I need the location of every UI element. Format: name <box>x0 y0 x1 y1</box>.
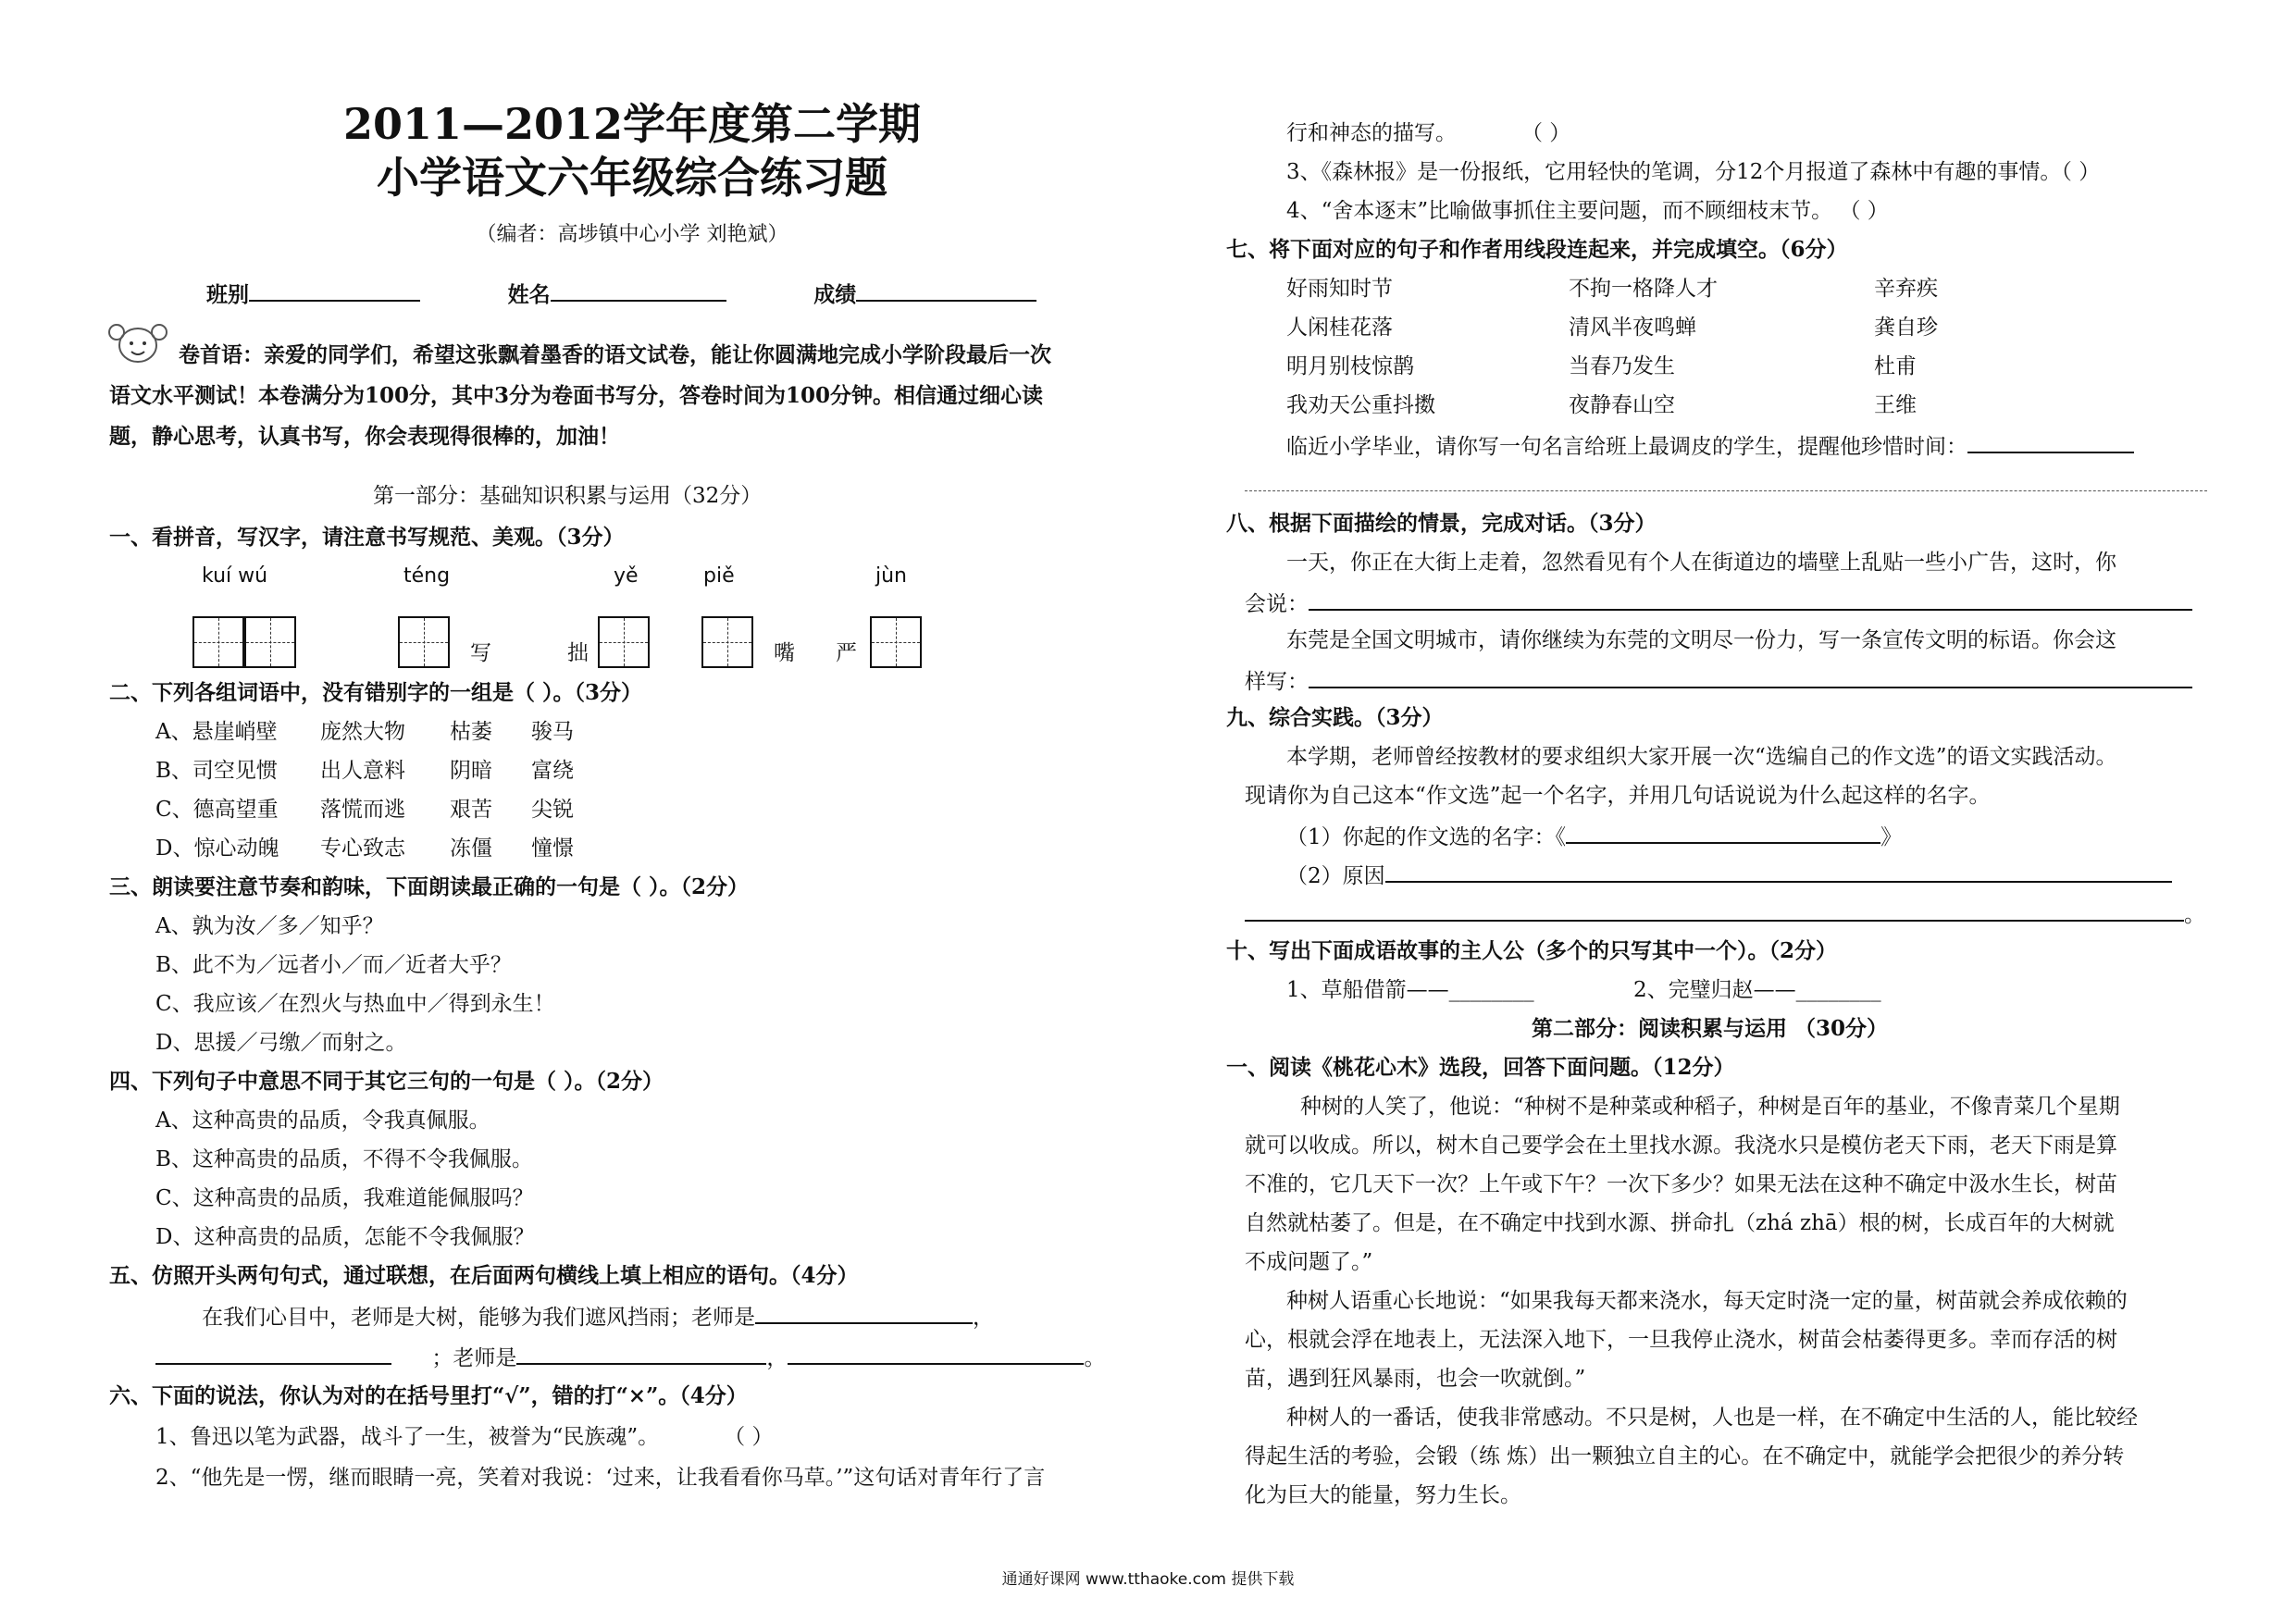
q8-line2: 会说： <box>1245 587 2192 619</box>
q6-item3: 3、《森林报》是一份报纸，它用轻快的笔调，分12个月报道了森林中有趣的事情。（ ） <box>1286 160 2101 184</box>
q2-option-b: B、司空见惯 出人意料 阴暗 富绕 <box>155 759 574 783</box>
q6-bracket-2[interactable]: （ ） <box>1521 121 1571 145</box>
score-field[interactable] <box>856 278 1036 302</box>
char-hint-2: 拙 <box>567 641 589 665</box>
q9-item2: （2）原因 <box>1286 859 2172 891</box>
q3-option-a: A、孰为汝／多／知乎？ <box>155 914 384 938</box>
r1-para3-line1: 种树人的一番话，使我非常感动。不只是树，人也是一样，在不确定中生活的人，能比较经 <box>1286 1406 2138 1430</box>
char-box-3[interactable] <box>398 616 450 668</box>
cartoon-girl-icon <box>105 319 169 367</box>
r1-para2-line1: 种树人语重心长地说：“如果我每天都来浇水，每天定时浇一定的量，树苗就会养成依赖的 <box>1286 1289 2128 1313</box>
q9-item1: （1）你起的作文选的名字：《 》 <box>1286 820 1902 852</box>
char-hint-1: 写 <box>470 641 491 665</box>
q8-blank-2[interactable] <box>1309 664 2192 688</box>
char-hint-3: 嘴 <box>774 641 795 665</box>
r1-para1-line4: 自然就枯萎了。但是，在不确定中找到水源、拼命扎（zhá zhā）根的树，长成百年的大树就 <box>1245 1211 2115 1235</box>
q2-option-a: A、悬崖峭壁 庞然大物 枯萎 骏马 <box>155 720 574 744</box>
q8-line4: 样写： <box>1245 664 2192 697</box>
q5-blank-2[interactable] <box>155 1341 391 1365</box>
q9-title-blank[interactable] <box>1566 820 1880 844</box>
r1-para2-line3: 苗，遇到狂风暴雨，也会一吹就倒。” <box>1245 1367 1586 1391</box>
q5-blank-3[interactable] <box>516 1341 766 1365</box>
q5-blank-4[interactable] <box>788 1341 1084 1365</box>
q8-title: 八、根据下面描绘的情景，完成对话。（3分） <box>1226 511 1657 536</box>
q6-item2-cont: 行和神态的描写。 （ ） <box>1286 121 1571 145</box>
r1-para1-line1: 种树的人笑了，他说：“种树不是种菜或种稻子，种树是百年的基业，不像青菜几个星期 <box>1300 1095 2120 1119</box>
q1-title: 一、看拼音，写汉字，请注意书写规范、美观。（3分） <box>109 525 625 550</box>
q3-option-c: C、我应该／在烈火与热血中／得到永生！ <box>155 992 555 1016</box>
part1-title: 第一部分：基础知识积累与运用（32分） <box>373 484 763 508</box>
student-info-row <box>206 278 1036 310</box>
r1-para3-line2: 得起生活的考验，会锻（练 炼）出一颗独立自主的心。在不确定中，就能学会把很少的养分转 <box>1245 1444 2125 1468</box>
char-hint-4: 严 <box>836 641 857 665</box>
exam-author: （编者：高埗镇中心小学 刘艳斌） <box>476 223 788 246</box>
pinyin-4: piě <box>703 564 735 588</box>
q5-line2: ；老师是 ， 。 <box>155 1341 1105 1373</box>
q9-title: 九、综合实践。（3分） <box>1226 705 1444 730</box>
q7-row-4: 我劝天公重抖擞 夜静春山空 王维 <box>1286 393 1917 417</box>
q10-item1[interactable]: 1、草船借箭——________ <box>1286 978 1534 1002</box>
intro-line2: 语文水平测试！本卷满分为100分，其中3分为卷面书写分，答卷时间为100分钟。相信通过细心读 <box>109 383 1044 408</box>
q4-title: 四、下列句子中意思不同于其它三句的一句是（ ）。（2分） <box>109 1069 664 1094</box>
r1-para3-line3: 化为巨大的能量，努力生长。 <box>1245 1483 1521 1507</box>
r1-para1-line5: 不成问题了。” <box>1245 1250 1373 1274</box>
footer-credit: 通通好课网 www.tthaoke.com 提供下载 <box>1001 1570 1295 1589</box>
class-label: 班别 <box>206 282 249 307</box>
q8-line3: 东莞是全国文明城市，请你继续为东莞的文明尽一份力，写一条宣传文明的标语。你会这 <box>1286 628 2116 652</box>
q10-item2[interactable]: 2、完璧归赵——________ <box>1633 978 1881 1002</box>
q9-reason-blank-1[interactable] <box>1385 859 2172 883</box>
score-label: 成绩 <box>813 282 857 307</box>
q3-title: 三、朗读要注意节奏和韵味，下面朗读最正确的一句是（ ）。（2分） <box>109 874 750 899</box>
q2-option-c: C、德高望重 落慌而逃 艰苦 尖锐 <box>155 798 574 822</box>
q9-reason-blank-2[interactable] <box>1245 898 2184 922</box>
q3-option-d: D、思援／弓缴／而射之。 <box>155 1031 407 1055</box>
q4-option-b: B、这种高贵的品质，不得不令我佩服。 <box>155 1147 533 1171</box>
char-box-1[interactable] <box>192 616 244 668</box>
q4-option-a: A、这种高贵的品质，令我真佩服。 <box>155 1109 490 1133</box>
r1-title: 一、阅读《桃花心木》选段，回答下面问题。（12分） <box>1226 1055 1735 1080</box>
q2-title: 二、下列各组词语中，没有错别字的一组是（ ）。（3分） <box>109 680 643 705</box>
q7-blank[interactable] <box>1967 429 2134 453</box>
q7-row-1: 好雨知时节 不拘一格降人才 辛弃疾 <box>1286 277 1938 301</box>
q8-blank-1[interactable] <box>1309 587 2192 611</box>
r1-para2-line2: 心，根就会浮在地表上，无法深入地下，一旦我停止浇水，树苗会枯萎得更多。幸而存活的树 <box>1245 1328 2117 1352</box>
char-box-6[interactable] <box>870 616 922 668</box>
part2-title: 第二部分：阅读积累与运用 （30分） <box>1532 1016 1889 1041</box>
q7-fill: 临近小学毕业，请你写一句名言给班上最调皮的学生，提醒他珍惜时间： <box>1286 429 2134 462</box>
q2-option-d: D、惊心动魄 专心致志 冻僵 憧憬 <box>155 836 574 861</box>
q9-reason-line2: 。 <box>1245 898 2205 930</box>
exam-title-line1: 2011—2012学年度第二学期 <box>342 99 922 149</box>
q7-row-2: 人闲桂花落 清风半夜鸣蝉 龚自珍 <box>1286 316 1938 340</box>
q9-line2: 现请你为自己这本“作文选”起一个名字，并用几句话说说为什么起这样的名字。 <box>1245 784 1991 808</box>
class-field[interactable] <box>249 278 420 302</box>
q6-item4: 4、“舍本逐末”比喻做事抓住主要问题，而不顾细枝末节。 （ ） <box>1286 199 1889 223</box>
q6-title: 六、下面的说法，你认为对的在括号里打“√”，错的打“×”。（4分） <box>109 1383 748 1408</box>
q8-line1: 一天，你正在大街上走着，忽然看见有个人在街道边的墙壁上乱贴一些小广告，这时，你 <box>1286 551 2116 575</box>
intro-line3: 题，静心思考，认真书写，你会表现得很棒的，加油！ <box>109 424 620 449</box>
q6-item2: 2、“他先是一愣，继而眼睛一亮，笑着对我说：‘过来，让我看看你马草。’”这句话对青年行了言 <box>155 1466 1046 1490</box>
q10-title: 十、写出下面成语故事的主人公（多个的只写其中一个）。（2分） <box>1226 938 1838 963</box>
char-box-4[interactable] <box>598 616 650 668</box>
q9-line1: 本学期，老师曾经按教材的要求组织大家开展一次“选编自己的作文选”的语文实践活动。 <box>1286 745 2117 769</box>
pinyin-1: kuí wú <box>202 564 268 588</box>
char-box-2[interactable] <box>244 616 296 668</box>
q7-title: 七、将下面对应的句子和作者用线段连起来，并完成填空。（6分） <box>1226 237 1848 262</box>
q7-answer-line[interactable] <box>1245 490 2207 491</box>
r1-para1-line3: 不准的，它几天下一次？上午或下午？一次下多少？如果无法在这种不确定中汲水生长，树苗 <box>1245 1172 2117 1196</box>
char-box-5[interactable] <box>701 616 753 668</box>
pinyin-2: téng <box>403 564 451 588</box>
q6-bracket-1[interactable]: （ ） <box>724 1425 774 1449</box>
intro-line1: 卷首语：亲爱的同学们，希望这张飘着墨香的语文试卷，能让你圆满地完成小学阶段最后一次 <box>179 342 1051 367</box>
name-label: 姓名 <box>507 282 551 307</box>
q5-blank-1[interactable] <box>755 1300 973 1324</box>
q7-row-3: 明月别枝惊鹊 当春乃发生 杜甫 <box>1286 354 1917 378</box>
pinyin-3: yě <box>614 564 639 588</box>
exam-title-line2: 小学语文六年级综合练习题 <box>377 153 887 203</box>
q4-option-d: D、这种高贵的品质，怎能不令我佩服？ <box>155 1225 535 1249</box>
name-field[interactable] <box>551 278 726 302</box>
q4-option-c: C、这种高贵的品质，我难道能佩服吗？ <box>155 1186 534 1210</box>
q3-option-b: B、此不为／远者小／而／近者大乎？ <box>155 953 512 977</box>
q10-items <box>1286 975 1881 1005</box>
q6-item1: 1、鲁迅以笔为武器，战斗了一生，被誉为“民族魂”。 （ ） <box>155 1425 774 1449</box>
q5-line1: 在我们心目中，老师是大树，能够为我们遮风挡雨；老师是 ， <box>202 1300 994 1332</box>
r1-para1-line2: 就可以收成。所以，树木自己要学会在土里找水源。我浇水只是模仿老天下雨，老天下雨是算 <box>1245 1134 2117 1158</box>
pinyin-5: jùn <box>875 564 907 588</box>
q5-title: 五、仿照开头两句句式，通过联想，在后面两句横线上填上相应的语句。（4分） <box>109 1263 859 1288</box>
